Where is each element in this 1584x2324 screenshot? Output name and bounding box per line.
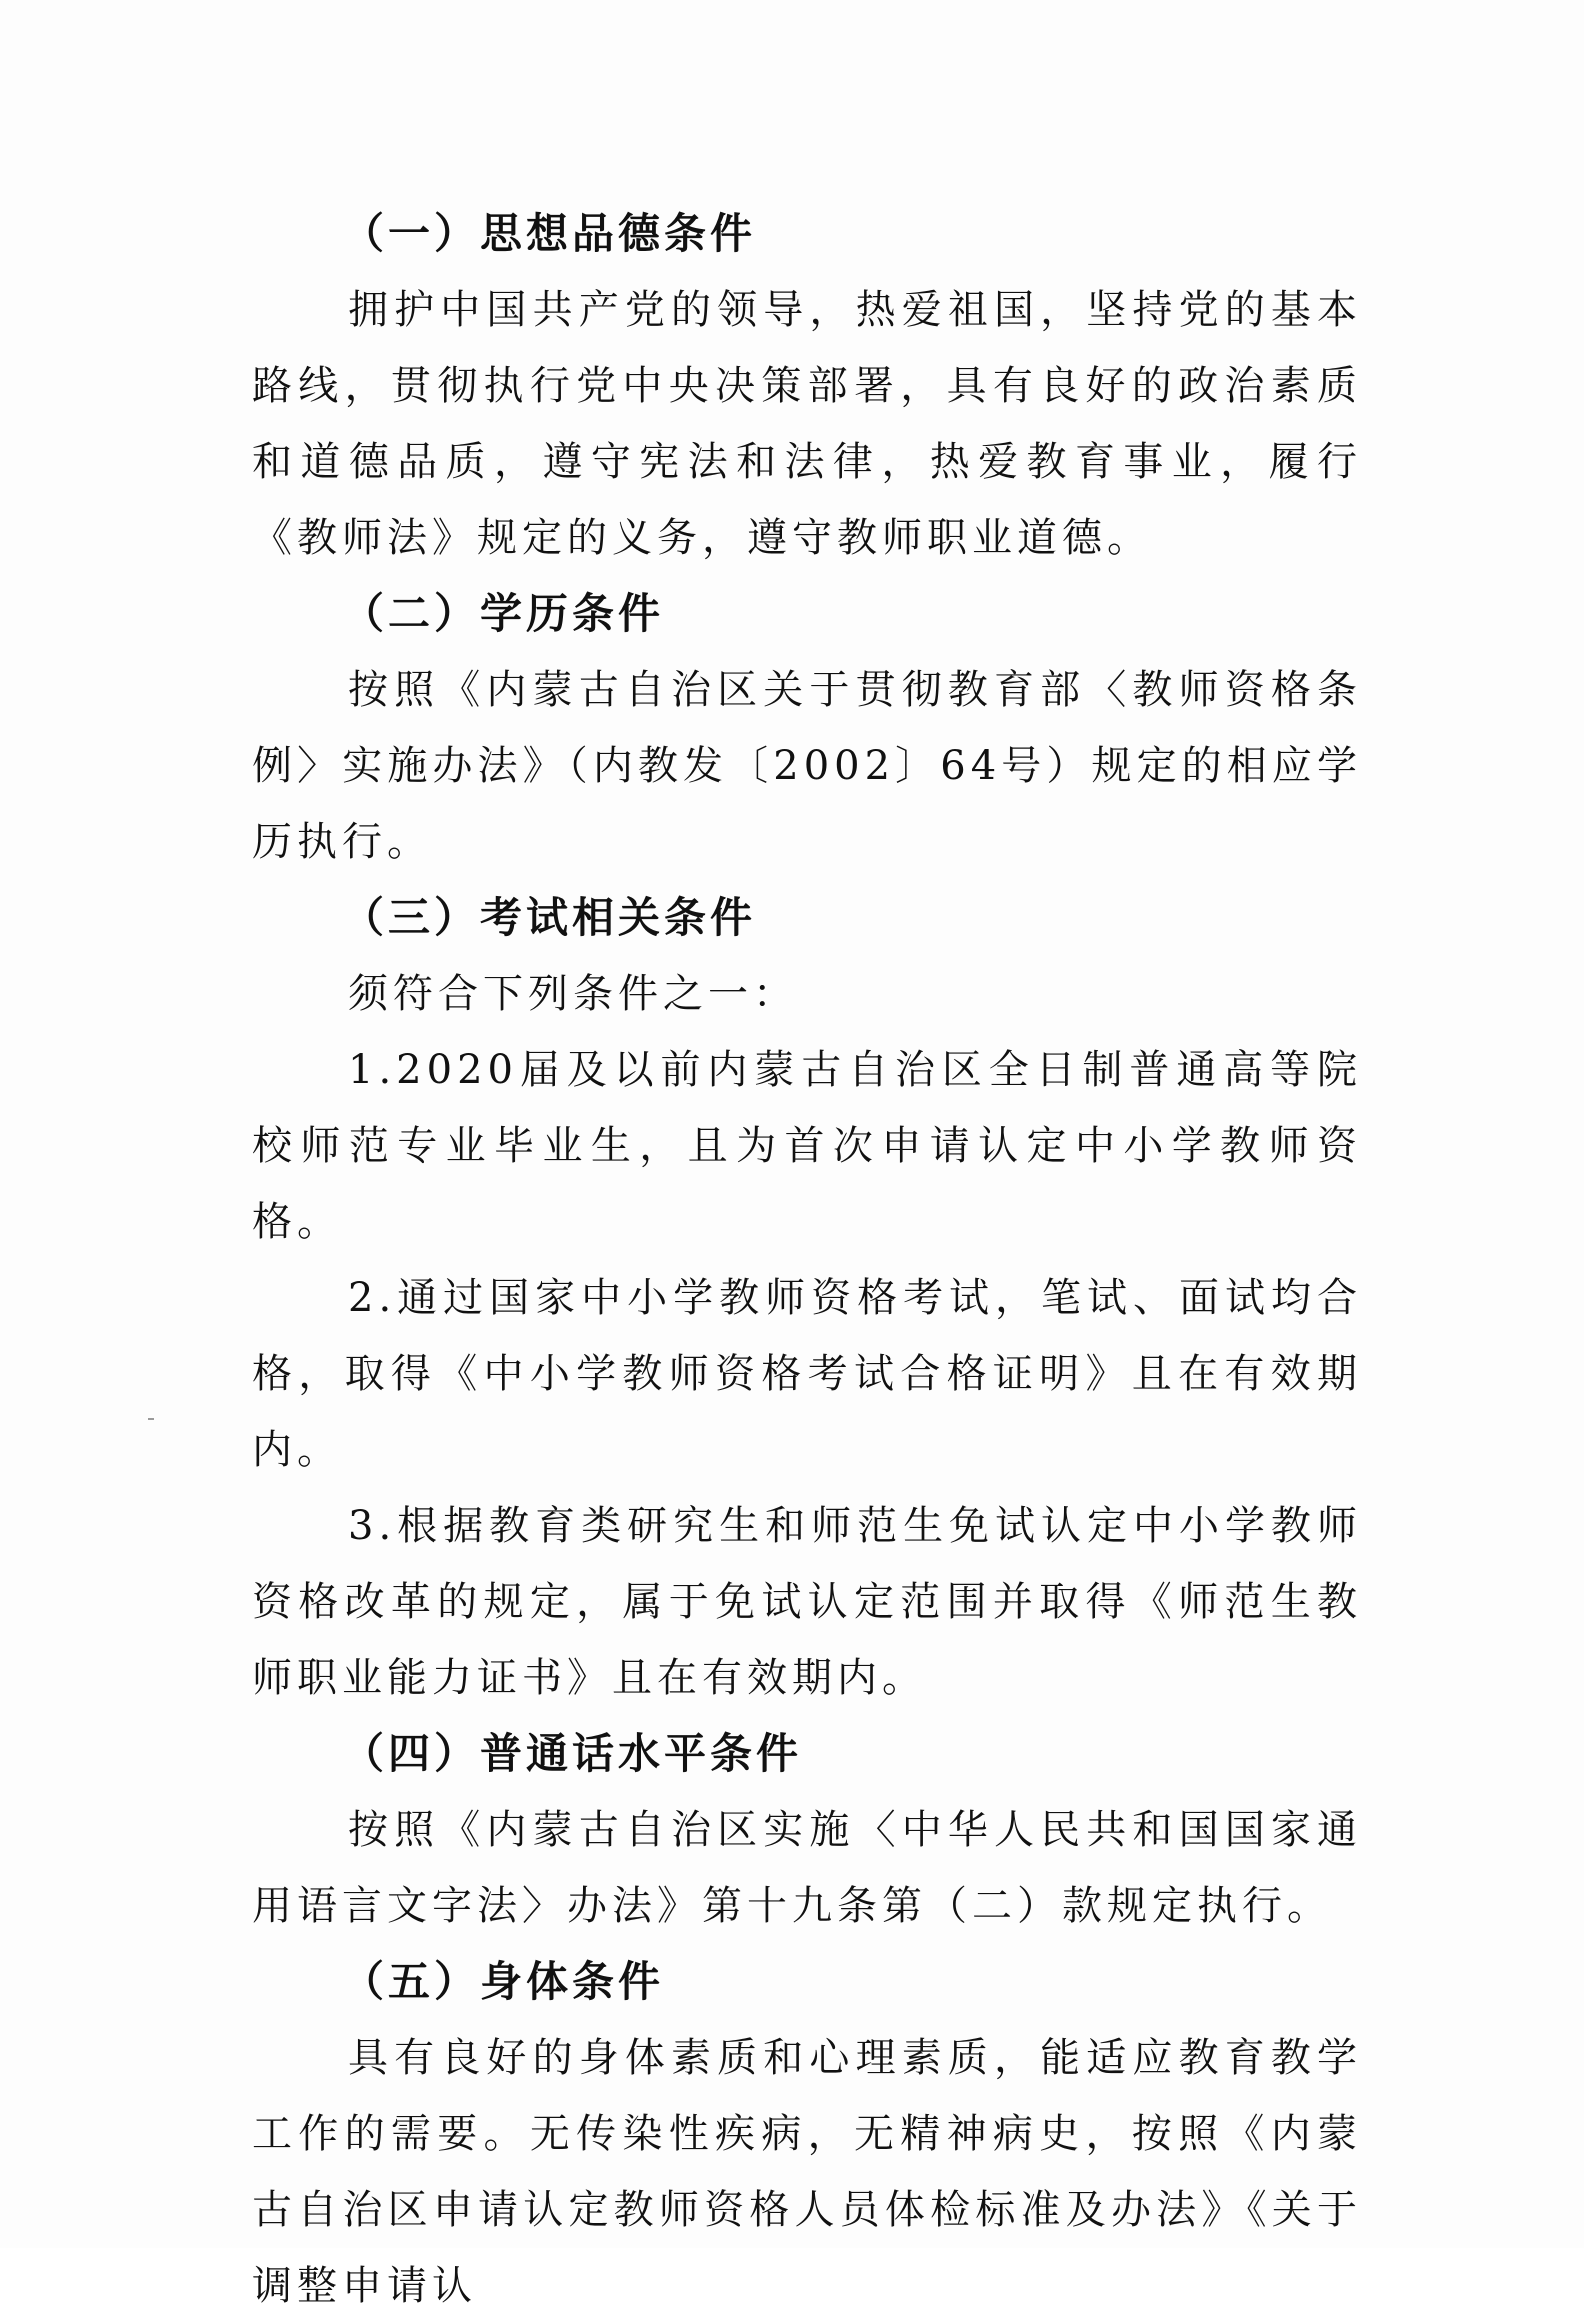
section-heading-1: （一）思想品德条件 (342, 209, 757, 258)
section-heading-5: （五）身体条件 (342, 1957, 665, 2006)
section-1-paragraph-1: 拥护中国共产党的领导，热爱祖国，坚持党的基本路线，贯彻执行党中央决策部署，具有良好的政治素质和道德品质，遵守宪法和法律，热爱教育事业，履行《教师法》规定的义务，遵守教师职业道德。 (252, 287, 1362, 561)
section-2-paragraph-1: 按照《内蒙古自治区关于贯彻教育部〈教师资格条例〉实施办法》（内教发〔2002〕64号）规定的相应学历执行。 (252, 667, 1362, 865)
section-heading-4: （四）普通话水平条件 (342, 1729, 803, 1778)
section-heading-3: （三）考试相关条件 (342, 893, 757, 942)
section-3-item-2: 2.通过国家中小学教师资格考试，笔试、面试均合格，取得《中小学教师资格考试合格证明》且在有效期内。 (252, 1275, 1362, 1473)
document-body (252, 196, 1362, 2324)
section-3-item-3: 3.根据教育类研究生和师范生免试认定中小学教师资格改革的规定，属于免试认定范围并取得《师范生教师职业能力证书》且在有效期内。 (252, 1503, 1362, 1701)
scan-artifact-mark (148, 1418, 154, 1420)
section-4-paragraph-1: 按照《内蒙古自治区实施〈中华人民共和国国家通用语言文字法〉办法》第十九条第（二）款规定执行。 (252, 1807, 1362, 1929)
section-5-paragraph-1: 具有良好的身体素质和心理素质，能适应教育教学工作的需要。无传染性疾病，无精神病史，按照《内蒙古自治区申请认定教师资格人员体检标准及办法》《关于调整申请认 (252, 2035, 1362, 2309)
section-3-item-1: 1.2020届及以前内蒙古自治区全日制普通高等院校师范专业毕业生，且为首次申请认定中小学教师资格。 (252, 1047, 1362, 1245)
section-3-paragraph-1: 须符合下列条件之一： (348, 971, 798, 1017)
section-heading-2: （二）学历条件 (342, 589, 665, 638)
